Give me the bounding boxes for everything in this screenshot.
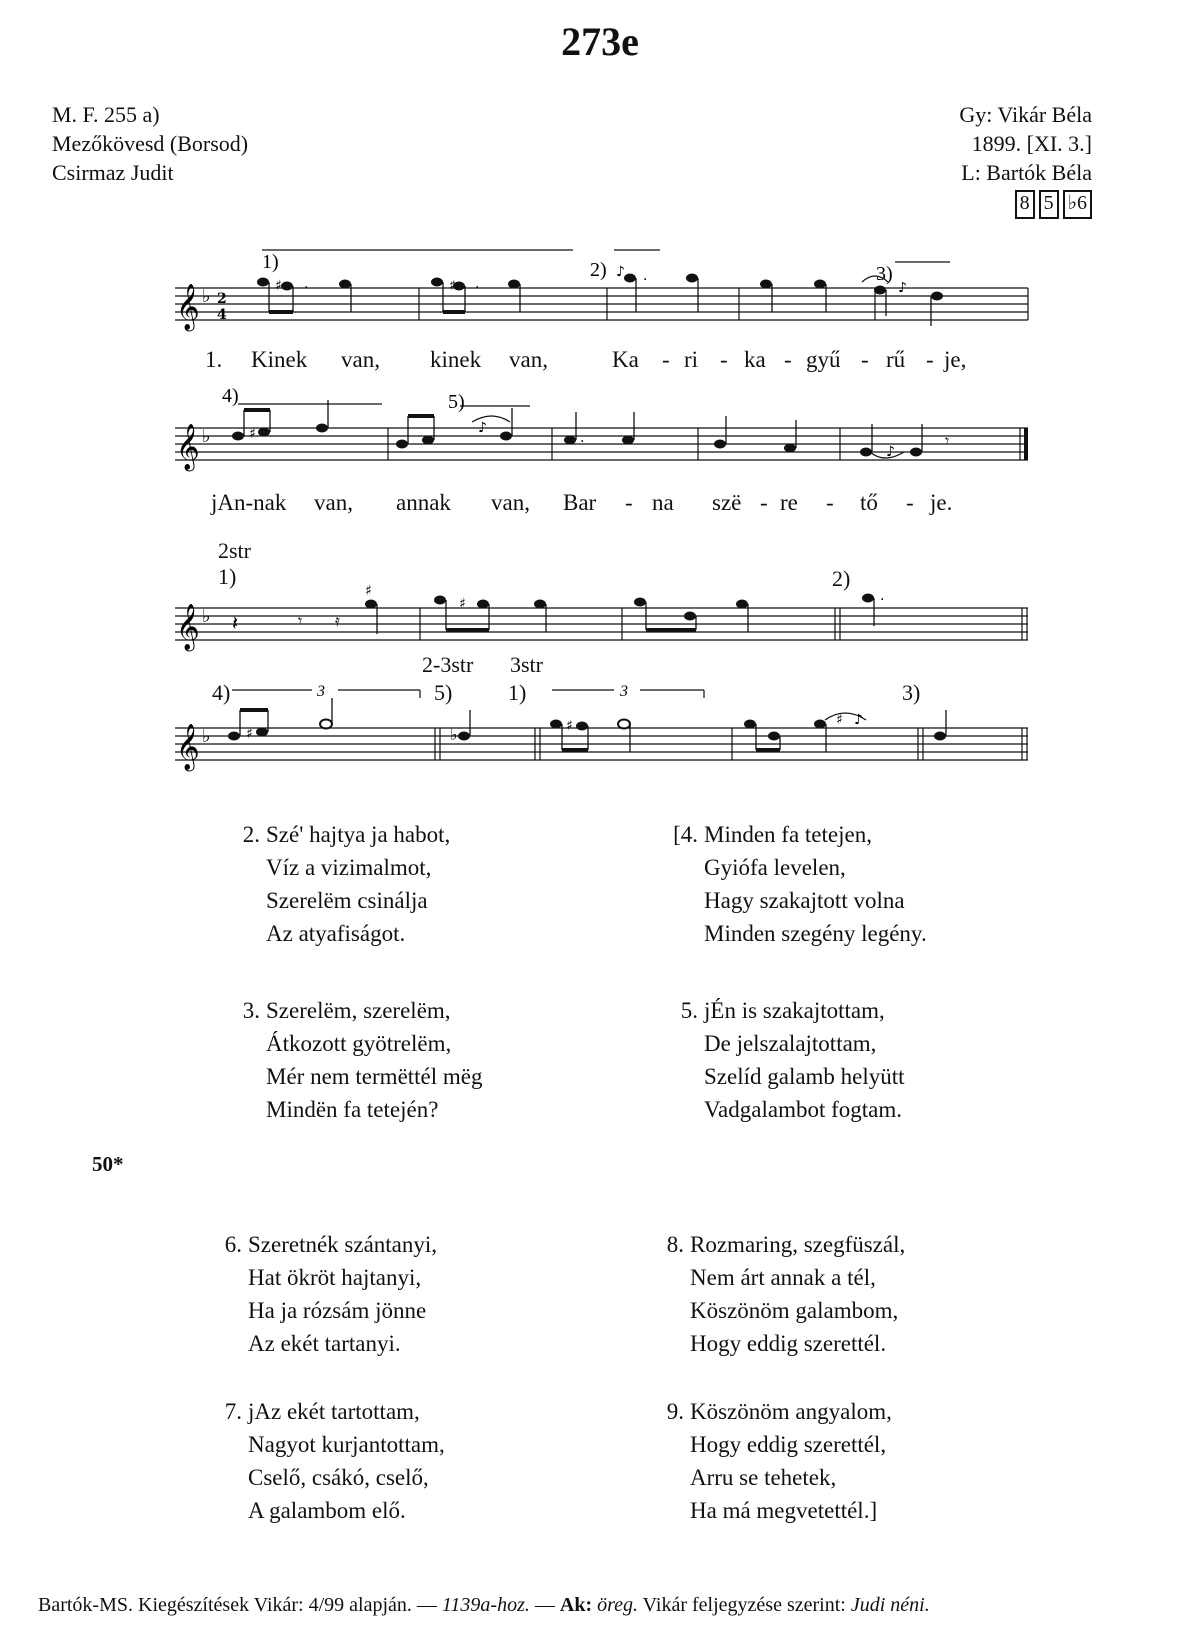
cadence-box: ♭6 xyxy=(1063,190,1092,219)
sharp-icon: ♯ xyxy=(275,278,282,294)
treble-clef-icon: 𝄞 xyxy=(176,284,200,330)
stanza-line: Az atyafiságot. xyxy=(266,921,406,946)
lyric-syllable: Ka xyxy=(612,347,639,372)
stanza-line: De jelszalajtottam, xyxy=(704,1031,877,1056)
rest-icon: 𝄽 xyxy=(232,611,239,635)
stanza-line: Minden fa tetejen, xyxy=(704,822,872,847)
lyric-syllable: rű xyxy=(886,347,906,372)
stanza-line: jAz ekét tartottam, xyxy=(248,1399,420,1424)
sharp-icon: ♯ xyxy=(459,596,466,612)
stanza-line: Szé' hajtya ja habot, xyxy=(266,822,451,847)
stanza-label: 2-3str xyxy=(422,652,474,677)
lyric-syllable: van, xyxy=(341,347,380,372)
sharp-icon: ♯ xyxy=(249,426,256,442)
lyric-hyphen: - xyxy=(926,347,934,372)
sharp-icon: ♯ xyxy=(246,726,253,742)
collection-ref: M. F. 255 a) xyxy=(52,102,160,127)
svg-text:.: . xyxy=(304,276,309,292)
stanza-line: Átkozott gyötrelëm, xyxy=(266,1031,452,1056)
footnote-ak: Ak: xyxy=(559,1594,593,1616)
stanza-8 xyxy=(666,1228,906,1360)
stanza-2 xyxy=(242,818,451,950)
stanza-line: Mindën fa tetején? xyxy=(266,1097,439,1122)
sharp-icon: ♯ xyxy=(449,278,456,294)
treble-clef-icon: 𝄞 xyxy=(176,604,200,650)
flat-icon: ♭ xyxy=(202,426,211,447)
lyric-hyphen: - xyxy=(720,347,728,372)
variant-mark: 1) xyxy=(262,251,279,273)
grace-note-icon: ♪ xyxy=(616,264,625,280)
stanza-line: Arru se tehetek, xyxy=(690,1465,837,1490)
page-title: 273e xyxy=(561,19,639,64)
lyric-syllable: ri xyxy=(684,347,699,372)
collector-info xyxy=(959,100,1092,219)
rest-icon: 𝄿 xyxy=(335,611,340,630)
page-mark: 50* xyxy=(92,1152,124,1176)
lyric-hyphen: - xyxy=(760,490,768,515)
stanza-4 xyxy=(673,818,927,950)
flat-icon: ♭ xyxy=(202,286,211,307)
grace-note-icon: ♪ xyxy=(478,420,487,436)
stanza-line: Mér nem termëttél mëg xyxy=(266,1064,483,1089)
svg-text:4: 4 xyxy=(217,307,227,323)
variant-mark: 4) xyxy=(212,680,231,705)
stanza-line: A galambom elő. xyxy=(248,1498,406,1523)
footnote-source: Bartók-MS. Kiegészítések Vikár: 4/99 alapján. — xyxy=(38,1594,437,1616)
grace-note-icon: ♪ xyxy=(854,712,863,728)
staff-system-4 xyxy=(0,680,1200,780)
svg-text:.: . xyxy=(643,268,648,284)
staff-system-3 xyxy=(0,560,1200,660)
footnote-ref: 1139a-hoz. xyxy=(441,1594,530,1616)
footnote xyxy=(38,1594,930,1617)
stanza-line: Az ekét tartanyi. xyxy=(248,1331,401,1356)
lyric-syllable: szë xyxy=(712,490,742,515)
triplet-mark: 3 xyxy=(620,683,628,700)
stanza-line: Köszönöm galambom, xyxy=(690,1298,899,1323)
stanza-line: Cselő, csákó, cselő, xyxy=(248,1465,429,1490)
stanza-line: Nem árt annak a tél, xyxy=(690,1265,876,1290)
stanza-line: Szerelëm csinálja xyxy=(266,888,428,913)
stanza-6 xyxy=(224,1228,438,1360)
lyric-hyphen: - xyxy=(784,347,792,372)
stanza-line: Gyiófa levelen, xyxy=(704,855,846,880)
variant-mark: 2) xyxy=(832,566,851,591)
svg-text:2: 2 xyxy=(217,291,227,307)
stanza-label: 2str xyxy=(218,538,251,563)
variant-mark: 5) xyxy=(434,680,453,705)
stanza-line: Vadgalambot fogtam. xyxy=(704,1097,903,1122)
stanza-number: [4. xyxy=(673,822,698,847)
stanza-line: Köszönöm angyalom, xyxy=(690,1399,892,1424)
stanza-line: Ha má megvetettél.] xyxy=(690,1498,878,1523)
stanza-label: 3str xyxy=(510,652,543,677)
lyric-hyphen: - xyxy=(861,347,869,372)
footnote-name: Judi néni. xyxy=(850,1594,930,1616)
lyric-hyphen: - xyxy=(826,490,834,515)
cadence-boxes xyxy=(1015,190,1092,219)
flat-icon: ♭ xyxy=(202,726,211,747)
transcriber: L: Bartók Béla xyxy=(961,160,1092,185)
lyric-syllable: re xyxy=(780,490,798,515)
variant-mark: 1) xyxy=(218,564,237,589)
treble-clef-icon: 𝄞 xyxy=(176,724,200,770)
lyric-syllable: Kinek xyxy=(251,347,308,372)
lyric-syllable: van, xyxy=(314,490,353,515)
variant-mark: 3) xyxy=(902,680,921,705)
svg-text:.: . xyxy=(475,276,480,292)
stanza-number: 3. xyxy=(242,998,260,1023)
lyric-num: 1. xyxy=(205,347,223,372)
collection-date: 1899. [XI. 3.] xyxy=(971,131,1092,156)
stanza-line: Szelíd galamb helyütt xyxy=(704,1064,905,1089)
lyric-syllable: van, xyxy=(491,490,530,515)
cadence-box: 8 xyxy=(1015,190,1035,219)
stanza-line: Hagy szakajtott volna xyxy=(704,888,905,913)
stanza-number: 8. xyxy=(666,1232,684,1257)
stanza-number: 9. xyxy=(666,1399,684,1424)
triplet-mark: 3 xyxy=(317,683,325,700)
footnote-note: Vikár feljegyzése szerint: xyxy=(642,1594,846,1616)
lyric-syllable: kinek xyxy=(430,347,482,372)
singer: Csirmaz Judit xyxy=(52,160,174,185)
location: Mezőkövesd (Borsod) xyxy=(52,131,249,156)
cadence-box: 5 xyxy=(1039,190,1059,219)
stanza-line: Víz a vizimalmot, xyxy=(266,855,432,880)
stanza-number: 2. xyxy=(242,822,260,847)
stanza-9 xyxy=(666,1395,892,1527)
lyric-syllable: jAn-nak xyxy=(211,490,287,515)
lyric-syllable: Bar xyxy=(563,490,597,515)
stanza-line: Nagyot kurjantottam, xyxy=(248,1432,445,1457)
stanza-line: Minden szegény legény. xyxy=(704,921,927,946)
staff-system-1 xyxy=(0,240,1200,340)
variant-mark: 5) xyxy=(448,391,465,413)
grace-note-icon: ♪ xyxy=(886,444,895,460)
grace-note-icon: ♪ xyxy=(898,280,907,296)
stanza-7 xyxy=(224,1395,445,1527)
stanza-number: 5. xyxy=(680,998,698,1023)
footnote-age: öreg. xyxy=(597,1594,639,1616)
lyric-syllable: je. xyxy=(930,490,953,515)
stanza-line: jÉn is szakajtottam, xyxy=(704,998,885,1023)
lyric-syllable: van, xyxy=(509,347,548,372)
sharp-icon: ♯ xyxy=(365,583,372,599)
svg-text:.: . xyxy=(580,430,585,446)
collector: Gy: Vikár Béla xyxy=(959,102,1092,127)
stanza-line: Hat ökröt hajtanyi, xyxy=(248,1265,422,1290)
sharp-icon: ♯ xyxy=(566,718,573,734)
rest-icon: 𝄾 xyxy=(298,611,303,630)
stanza-line: Hogy eddig szerettél, xyxy=(690,1432,887,1457)
stanza-number: 7. xyxy=(224,1399,242,1424)
source-info xyxy=(52,100,248,187)
lyric-hyphen: - xyxy=(906,490,914,515)
stanza-3 xyxy=(242,994,483,1126)
variant-mark: 4) xyxy=(222,385,239,407)
stanza-5 xyxy=(680,994,905,1126)
stanza-number: 6. xyxy=(224,1232,242,1257)
flat-icon: ♭ xyxy=(202,606,211,627)
stanza-line: Szerelëm, szerelëm, xyxy=(266,998,451,1023)
flat-icon: ♭ xyxy=(450,725,458,744)
lyric-syllable: je, xyxy=(944,347,967,372)
svg-text:.: . xyxy=(880,588,885,604)
treble-clef-icon: 𝄞 xyxy=(176,424,200,470)
lyric-syllable: na xyxy=(652,490,674,515)
rest-icon: 𝄾 xyxy=(945,431,950,450)
lyric-hyphen: - xyxy=(625,490,633,515)
staff-system-2 xyxy=(0,380,1200,480)
footnote-dash: — xyxy=(529,1594,555,1616)
variant-mark: 3) xyxy=(876,263,893,285)
stanza-line: Ha ja rózsám jönne xyxy=(248,1298,427,1323)
lyric-syllable: gyű xyxy=(806,347,841,372)
variant-mark: 2) xyxy=(590,259,607,281)
lyric-syllable: annak xyxy=(396,490,451,515)
stanza-line: Hogy eddig szerettél. xyxy=(690,1331,887,1356)
sharp-icon: ♯ xyxy=(836,712,843,728)
stanza-line: Szeretnék szántanyi, xyxy=(248,1232,438,1257)
stanza-line: Rozmaring, szegfüszál, xyxy=(690,1232,906,1257)
lyric-syllable: tő xyxy=(860,490,878,515)
lyric-hyphen: - xyxy=(662,347,670,372)
variant-mark: 1) xyxy=(508,680,527,705)
lyric-syllable: ka xyxy=(744,347,766,372)
